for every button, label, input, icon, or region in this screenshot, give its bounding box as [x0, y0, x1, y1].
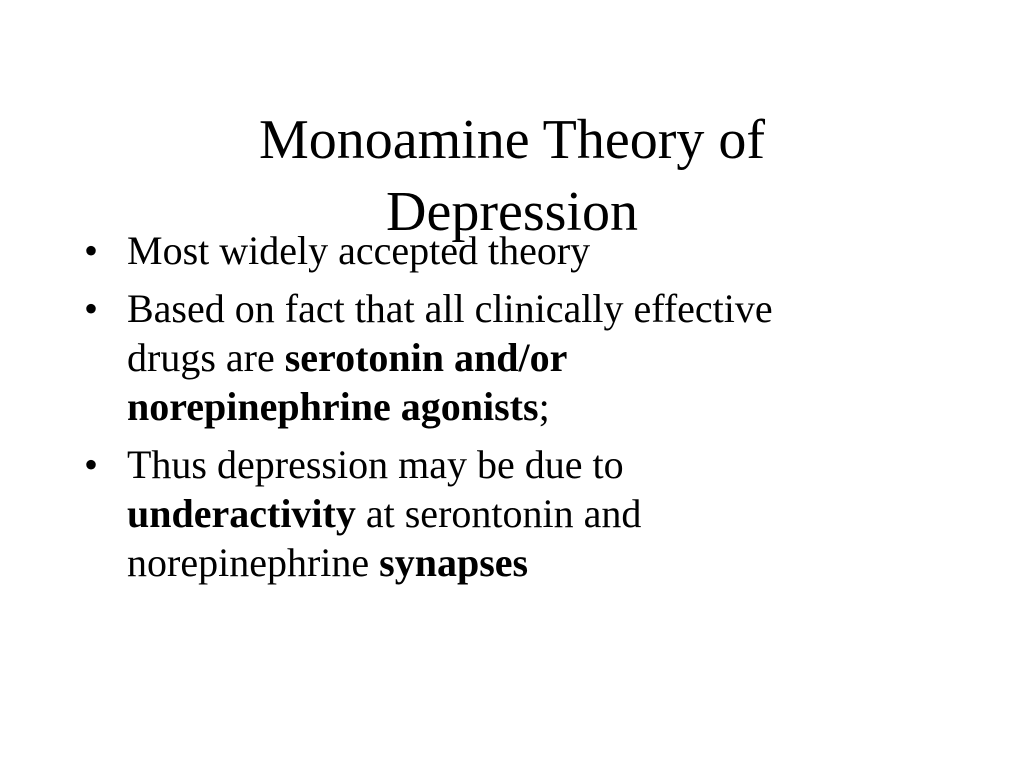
bullet-3-line-2-text: at serontonin and	[355, 491, 642, 536]
bullet-item-3	[82, 440, 902, 587]
bullet-2-line-2-text: drugs are	[127, 335, 285, 380]
bullet-dot-icon: •	[84, 228, 99, 273]
bullet-3-line-3-text: norepinephrine	[127, 540, 380, 585]
bullet-2-line-2	[127, 333, 902, 382]
bullet-3-line-3	[127, 538, 902, 587]
title-line-1: Monoamine Theory of	[259, 108, 765, 171]
bullet-dot-icon: •	[84, 442, 99, 487]
bullet-dot-icon: •	[84, 286, 99, 331]
bullet-3-line-2	[127, 489, 902, 538]
bullet-1-line-1: Most widely accepted theory	[127, 228, 591, 273]
title-line-2: Depression	[386, 180, 638, 243]
bullet-3-bold-term-1: underactivity	[127, 491, 356, 536]
bullet-item-1	[82, 226, 902, 275]
bullet-2-line-3	[127, 382, 902, 431]
bullet-list	[82, 226, 902, 596]
bullet-3-bold-term-2: synapses	[379, 540, 529, 585]
bullet-2-line-3-text: ;	[538, 384, 550, 429]
bullet-2-bold-term-2: norepinephrine agonists	[127, 384, 539, 429]
bullet-item-2	[82, 284, 902, 431]
bullet-3-line-1: Thus depression may be due to	[127, 442, 624, 487]
bullet-2-bold-term-1: serotonin and/or	[284, 335, 568, 380]
bullet-2-line-1: Based on fact that all clinically effective	[127, 286, 773, 331]
